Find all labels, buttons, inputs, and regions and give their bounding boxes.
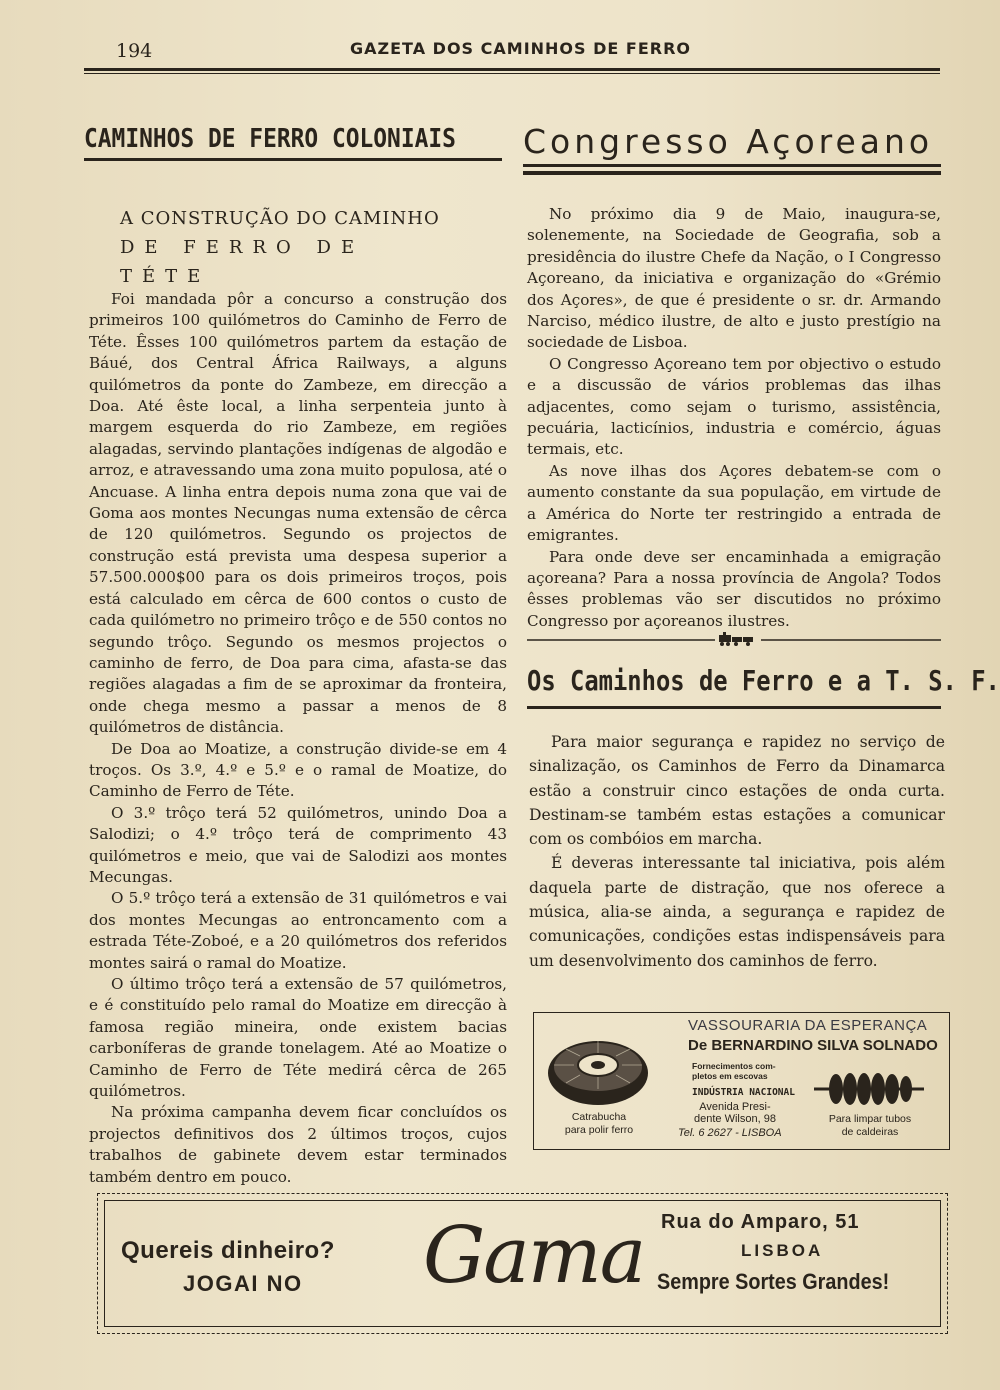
- ad-question: Quereis dinheiro?: [121, 1237, 335, 1264]
- tsf-article-body: [529, 730, 945, 973]
- paragraph: Foi mandada pôr a concurso a construção dos primeiros 100 quilómetros do Caminho de Ferro de Téte. Êsses 100 quilómetros partem da estação de Báué, dos Central África Railways, a alguns quilómetros da ponte do Zambeze, em direcção a Doa. Até êste local, a linha serpenteia junto à margem esquerda do rio Zambeze, em regiões alagadas, servindo plantações indígenas de algodão e arroz, e atravessando uma zona muito populosa, até o Ancuase. A linha entra depois numa zona que vai de Goma aos montes Necungas numa extensão de cêrca de 120 quilómetros. Segundo os projectos de construção está prevista uma despesa superior a 57.500.000$00 para os dois primeiros troços, pois está calculado em cêrca de 600 contos o custo de cada quilómetro no primeiro trôço e de 550 contos no segundo trôço. Segundo os mesmos projectos o caminho de ferro, de Doa para cima, afasta-se das regiões alagadas a fim de se aproximar da fronteira, onde chega mesmo a passar a menos de 8 quilómetros de distância.: [89, 290, 507, 737]
- caption-line: para polir ferro: [564, 1124, 634, 1136]
- gama-logo: Gama: [423, 1211, 645, 1301]
- subtitle-line-2: DE FERRO DE TÉTE: [120, 237, 365, 287]
- address-line: dente Wilson, 98: [694, 1113, 776, 1125]
- round-brush-icon: [546, 1025, 650, 1109]
- paragraph: No próximo dia 9 de Maio, inaugura-se, solenemente, na Sociedade de Geografia, sob a presidência do ilustre Chefe da Nação, o I Congresso Açoreano, da iniciativa e organização do «Grémio dos Açores», de que é presidente o sr. dr. Armando Narciso, médico ilustre, de alto e justo prestígio na sociedade de Lisboa.: [527, 205, 941, 352]
- article-subtitle: [120, 204, 470, 291]
- header-rule: [84, 68, 940, 71]
- train-ornament-divider: [527, 631, 941, 647]
- ad-slogan: Sempre Sortes Grandes!: [657, 1269, 890, 1294]
- section-title-congress: Congresso Açoreano: [523, 122, 934, 161]
- caption-line: Catrabucha: [571, 1111, 627, 1123]
- title-rule-right: [523, 164, 941, 167]
- address-line: Avenida Presi-: [699, 1101, 771, 1113]
- paragraph: Para maior segurança e rapidez no serviço de sinalização, os Caminhos de Ferro da Dinamarca estão a construir cinco estações de onda curta. Destinam-se também estas estações a comunicar com os combóios em marcha.: [529, 733, 945, 849]
- industry-label: INDÚSTRIA NACIONAL: [692, 1087, 795, 1098]
- paragraph: De Doa ao Moatize, a construção divide-se em 4 troços. Os 3.º, 4.º e 5.º e o ramal de Moatize, do Caminho de Ferro de Téte.: [89, 739, 507, 801]
- brush-caption: [534, 1111, 664, 1137]
- tube-brush-caption: [810, 1113, 930, 1139]
- owner-name: De BERNARDINO SILVA SOLNADO: [688, 1037, 938, 1054]
- telephone: Tel. 6 2627 - LISBOA: [678, 1127, 782, 1139]
- subtitle-line-1: A CONSTRUÇÃO DO CAMINHO: [120, 208, 440, 229]
- brush-advertisement: [533, 1012, 950, 1150]
- header-rule-thin: [84, 73, 940, 74]
- ad-play-text: JOGAI NO: [183, 1271, 303, 1296]
- title-rule-left: [84, 158, 502, 161]
- section-title-tsf: Os Caminhos de Ferro e a T. S. F.: [527, 664, 1000, 697]
- caption-line: Para limpar tubos: [828, 1113, 912, 1125]
- tete-article-body: [89, 289, 507, 1188]
- locomotive-icon: [719, 632, 753, 646]
- section-title-colonial: CAMINHOS DE FERRO COLONIAIS: [84, 124, 456, 154]
- paragraph: As nove ilhas dos Açores debatem-se com o aumento constante da sua população, em virtude de a América do Norte ter restringido a entrada de emigrantes.: [527, 461, 941, 545]
- note-line: pletos em escovas: [692, 1071, 768, 1081]
- gama-lottery-advertisement: [97, 1193, 948, 1334]
- paragraph: O 3.º trôço terá 52 quilómetros, unindo Doa a Salodizi; o 4.º trôço terá de comprimento 43 quilómetros e meio, que vai de Salodizi aos montes Mecungas.: [89, 803, 507, 886]
- paragraph: O 5.º trôço terá a extensão de 31 quilómetros e vai dos montes Mecungas ao entroncamento com a estrada Téte-Zoboé, e a 20 quilómetros dos referidos montes sairá o ramal do Moatize.: [89, 889, 507, 972]
- ad-street: Rua do Amparo, 51: [661, 1211, 860, 1233]
- title-rule-tsf: [527, 706, 941, 709]
- ad-city: LISBOA: [741, 1241, 824, 1260]
- note-line: Fornecimentos com-: [692, 1061, 776, 1071]
- title-rule-right-thick: [523, 171, 941, 175]
- tube-brush-icon: [814, 1071, 924, 1107]
- paragraph: É deveras interessante tal iniciativa, pois além daquela parte de distração, que nos oferece a música, alia-se ainda, a segurança e rapidez de comunicações, condições estas indispensáveis para um desenvolvimento dos caminhos de ferro.: [529, 854, 945, 970]
- ad-inner-border: [104, 1200, 941, 1327]
- company-name: VASSOURARIA DA ESPERANÇA: [688, 1017, 928, 1034]
- caption-line: de caldeiras: [841, 1126, 899, 1138]
- paragraph: Para onde deve ser encaminhada a emigração açoreana? Para a nossa província de Angola? Todos êsses problemas vão ser discutidos no próximo Congresso por açoreanos ilustres.: [527, 547, 941, 630]
- congress-article-body: [527, 204, 941, 632]
- paragraph: O último trôço terá a extensão de 57 quilómetros, e é constituído pelo ramal do Moatize em direcção à famosa região mineira, onde existem bacias carboníferas de grande tonelagem. Até ao Moatize o Caminho de Ferro de Téte medirá cêrca de 265 quilómetros.: [89, 975, 507, 1101]
- supply-note: [692, 1061, 776, 1081]
- address: [694, 1101, 776, 1125]
- paragraph: O Congresso Açoreano tem por objectivo o estudo e a discussão de vários problemas das ilhas adjacentes, como sejam o turismo, assistência, pecuária, lacticínios, industria e comércio, águas termais, etc.: [527, 354, 941, 459]
- page-number: 194: [116, 40, 153, 62]
- running-title: GAZETA DOS CAMINHOS DE FERRO: [350, 39, 692, 58]
- paragraph: Na próxima campanha devem ficar concluídos os projectos definitivos dos 2 últimos troços, cujos trabalhos de gabinete devem estar terminados também dentro em pouco.: [89, 1103, 507, 1186]
